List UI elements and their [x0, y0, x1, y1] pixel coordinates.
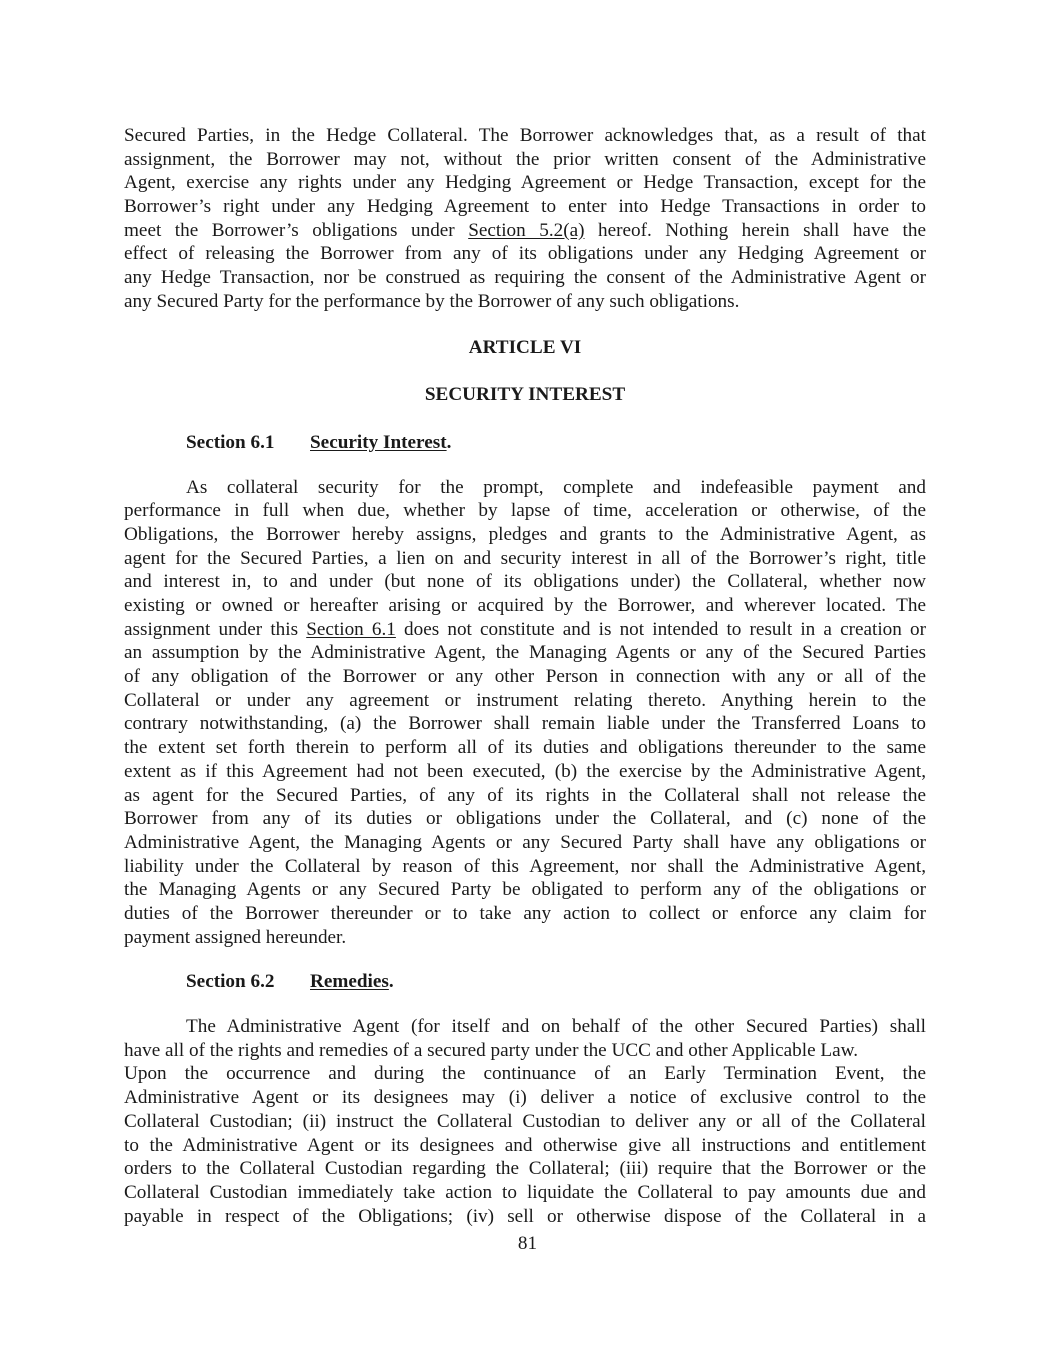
page-number: 81	[517, 1233, 538, 1254]
text-line: to the Administrative Agent or its designees and otherwise give all instructions and entitlement	[124, 1134, 926, 1156]
text-line: contrary notwithstanding, (a) the Borrower shall remain liable under the Transferred Loans to	[124, 713, 926, 735]
text-line: payment assigned hereunder.	[124, 926, 347, 948]
article-number-heading: ARTICLE VI	[468, 336, 582, 358]
text-line: and interest in, to and under (but none of its obligations under) the Collateral, whether now	[124, 571, 926, 593]
text-line: the extent set forth therein to perform all of its duties and obligations thereunder to the same	[124, 737, 926, 759]
text-line	[124, 618, 926, 642]
text-run: hereof. Nothing herein shall have the	[584, 219, 926, 241]
text-line: of any obligation of the Borrower or any other Person in connection with any or all of the	[124, 666, 926, 688]
text-line: extent as if this Agreement had not been executed, (b) the exercise by the Administrative Agent,	[124, 760, 926, 782]
document-page	[124, 124, 926, 1228]
text-line: agent for the Secured Parties, a lien on and security interest in all of the Borrower’s right, title	[124, 547, 926, 569]
text-line: an assumption by the Administrative Agent, the Managing Agents or any of the Secured Parties	[124, 642, 926, 664]
text-line: Borrower from any of its duties or obligations under the Collateral, and (c) none of the	[124, 808, 926, 830]
text-line: Secured Parties, in the Hedge Collateral. The Borrower acknowledges that, as a result of that	[124, 125, 926, 146]
text-line: have all of the rights and remedies of a secured party under the UCC and other Applicable Law.	[124, 1039, 859, 1061]
text-line: Agent, exercise any rights under any Hedging Agreement or Hedge Transaction, except for the	[124, 172, 926, 194]
intro-paragraph	[124, 124, 926, 314]
text-run: meet the Borrower’s obligations under	[124, 219, 469, 241]
section-number: Section 6.2	[186, 971, 275, 993]
section-number: Section 6.1	[186, 431, 275, 453]
section-6-1-reference-link[interactable]: Section 6.1	[306, 618, 396, 640]
text-line: assignment, the Borrower may not, without the prior written consent of the Administrative	[124, 148, 926, 170]
text-line: orders to the Collateral Custodian regarding the Collateral; (iii) require that the Borrower or the	[124, 1158, 926, 1180]
text-line: duties of the Borrower thereunder or to take any action to collect or enforce any claim for	[124, 902, 926, 924]
text-line: Administrative Agent, the Managing Agents or any Secured Party shall have any obligations or	[124, 831, 926, 853]
section-6-2-heading	[124, 970, 926, 994]
text-line: performance in full when due, whether by lapse of time, acceleration or otherwise, of the	[124, 500, 926, 522]
section-6-1-heading	[124, 431, 926, 455]
text-line: Collateral Custodian immediately take action to liquidate the Collateral to pay amounts due and	[124, 1181, 926, 1203]
text-line: As collateral security for the prompt, complete and indefeasible payment and	[186, 476, 926, 498]
section-6-1-body	[124, 476, 926, 950]
text-line: Upon the occurrence and during the continuance of an Early Termination Event, the	[124, 1063, 926, 1085]
text-line: effect of releasing the Borrower from any of its obligations under any Hedging Agreement or	[124, 243, 926, 265]
text-line	[124, 219, 926, 243]
text-line: liability under the Collateral by reason of this Agreement, nor shall the Administrative Agent,	[124, 855, 926, 877]
text-line: The Administrative Agent (for itself and on behalf of the other Secured Parties) shall	[186, 1016, 926, 1038]
text-line: existing or owned or hereafter arising or acquired by the Borrower, and wherever located. The	[124, 595, 926, 617]
section-title: Remedies	[310, 971, 389, 993]
text-line: Collateral or under any agreement or instrument relating thereto. Anything herein to the	[124, 689, 926, 711]
text-line: Borrower’s right under any Hedging Agreement to enter into Hedge Transactions in order to	[124, 196, 926, 218]
section-5-2a-reference-link[interactable]: Section 5.2(a)	[468, 219, 585, 241]
text-line: any Hedge Transaction, nor be construed as requiring the consent of the Administrative Agent or	[124, 267, 926, 289]
text-line: any Secured Party for the performance by the Borrower of any such obligations.	[124, 290, 740, 312]
section-title: Security Interest	[310, 431, 447, 453]
text-run: assignment under this	[124, 618, 307, 640]
section-title-period: .	[446, 431, 452, 453]
text-line: the Managing Agents or any Secured Party be obligated to perform any of the obligations or	[124, 879, 926, 901]
text-line: Collateral Custodian; (ii) instruct the Collateral Custodian to deliver any or all of the Collateral	[124, 1110, 926, 1132]
text-line: as agent for the Secured Parties, of any of its rights in the Collateral shall not release the	[124, 784, 926, 806]
section-6-2-body	[124, 1015, 926, 1228]
text-line: payable in respect of the Obligations; (iv) sell or otherwise dispose of the Collateral in a	[124, 1205, 926, 1227]
section-title-period: .	[388, 971, 394, 993]
text-line: Administrative Agent or its designees may (i) deliver a notice of exclusive control to the	[124, 1087, 926, 1109]
text-run: does not constitute and is not intended to result in a creation or	[395, 618, 926, 640]
article-title-heading: SECURITY INTEREST	[424, 384, 626, 406]
text-line: Obligations, the Borrower hereby assigns, pledges and grants to the Administrative Agent, as	[124, 523, 926, 545]
